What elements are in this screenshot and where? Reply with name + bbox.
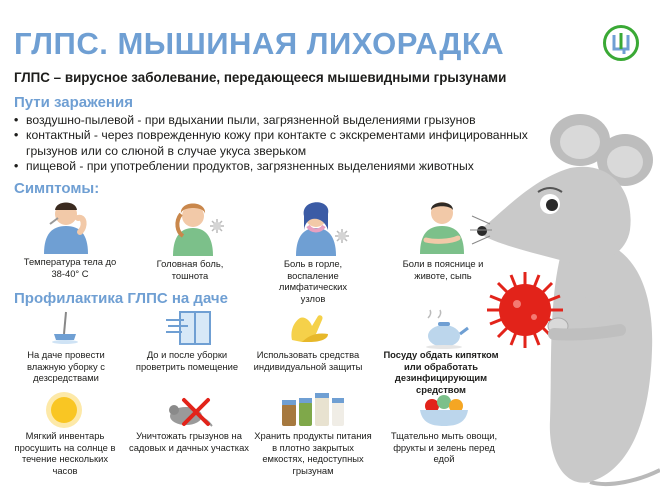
headache-person-icon [165,196,225,256]
open-window-icon [164,310,212,346]
symptoms-heading: Симптомы: [14,180,100,197]
page-title: ГЛПС. МЫШИНАЯ ЛИХОРАДКА [14,26,505,61]
prevention-caption-ventilate: До и после уборки проветрить помещение [135,349,239,372]
symptom-caption-back-pain: Боли в пояснице и животе, сыпь [402,258,484,281]
page-subtitle: ГЛПС – вирусное заболевание, передающееся мышевидными грызунами [14,70,507,85]
sun-icon [44,390,84,430]
prevention-caption-food-storage: Хранить продукты питания в плотно закрытых емкостях, недоступных грызунам [254,430,372,476]
mop-icon [50,310,80,344]
prevention-caption-rodents: Уничтожать грызунов на садовых и дачных участках [129,430,249,453]
route-item-food: • пищевой - при употреблении продуктов, загрязненных выделениями животных [12,159,532,174]
prevention-caption-dishes: Посуду обдать кипятком или обработать дезинфицирующим средством [383,349,499,395]
symptom-caption-headache: Головная боль, тошнота [156,258,224,281]
sore-throat-person-icon [290,196,350,256]
prevention-caption-sun-dry: Мягкий инвентарь просушить на солнце в течение нескольких часов [14,430,116,476]
fever-person-icon [38,196,94,254]
back-pain-person-icon [414,196,470,254]
prevention-caption-wet-cleaning: На даче провести влажную уборку с дезсредствами [27,349,105,384]
routes-list [12,113,532,175]
prevention-caption-protection: Использовать средства индивидуальной защиты [253,349,363,372]
vegetables-icon [418,392,470,428]
symptom-caption-fever: Температура тела до 38-40° С [23,256,117,279]
prevention-heading: Профилактика ГЛПС на даче [14,290,228,307]
routes-heading: Пути заражения [14,94,133,111]
route-item-airborne: • воздушно-пылевой - при вдыхании пыли, загрязненной выделениями грызунов [12,113,532,128]
prevention-caption-wash-food: Тщательно мыть овощи, фрукты и зелень перед едой [390,430,498,465]
symptom-caption-throat: Боль в горле, воспаление лимфатических узлов [278,258,348,304]
kettle-icon [422,314,468,348]
ts-logo-icon [602,24,640,62]
route-item-contact: • контактный - через поврежденную кожу при контакте с экскрементами инфицированных грызунов или со слюной в случае укуса зверьком [12,128,532,159]
food-jars-icon [280,392,346,428]
gloves-icon [288,312,330,344]
no-rodents-icon [162,394,214,428]
